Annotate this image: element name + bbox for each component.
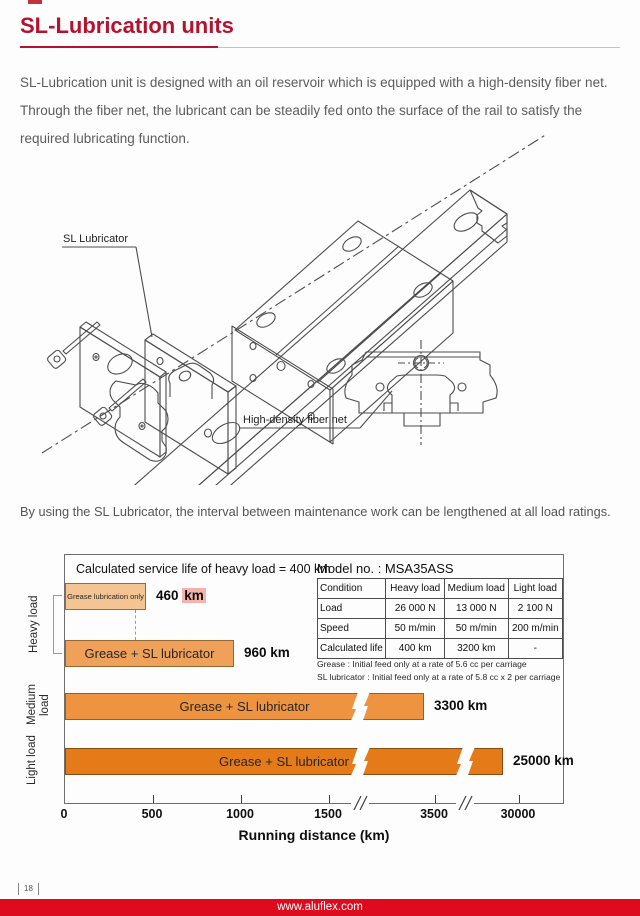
- bar-value-label: 460 km: [156, 588, 204, 603]
- table-cell: 26 000 N: [386, 599, 445, 619]
- bar-label: Grease + SL lubricator: [219, 754, 349, 769]
- bar-break: [348, 692, 374, 723]
- table-cell: Load: [318, 599, 386, 619]
- axis-tick: [153, 795, 154, 803]
- bar-label: Grease + SL lubricator: [84, 646, 215, 661]
- bar-value-label: 25000 km: [513, 753, 574, 768]
- bar-label: Grease + SL lubricator: [179, 699, 310, 714]
- table-row: [318, 639, 563, 659]
- chart-bar: [65, 640, 234, 667]
- title-underline-gray: [218, 47, 620, 48]
- table-row: [318, 619, 563, 639]
- footer-url: www.aluflex.com: [277, 901, 363, 913]
- x-axis-title: Running distance (km): [238, 827, 390, 843]
- table-cell: Calculated life: [318, 639, 386, 659]
- page-title: SL-Lubrication units: [20, 13, 234, 38]
- rail: [95, 190, 507, 485]
- axis-tick: [241, 795, 242, 803]
- page-edge-tab: [28, 0, 42, 4]
- table-cell: Speed: [318, 619, 386, 639]
- dome-cap: [254, 310, 277, 330]
- front-section-view: [345, 340, 497, 445]
- axis-tick: [435, 795, 436, 803]
- title-underline-red: [20, 46, 218, 48]
- bar-value-label: 960 km: [244, 645, 290, 660]
- axis-tick-label: 3500: [420, 807, 448, 821]
- bar-break: [348, 747, 374, 778]
- service-life-figure: [20, 548, 620, 850]
- group-label-light-load: Light load: [26, 735, 38, 785]
- table-cell: 50 m/min: [444, 619, 508, 639]
- bar-value-label: 3300 km: [434, 698, 488, 713]
- table-row: [318, 579, 563, 599]
- calculated-life-reference-line: [135, 610, 136, 640]
- table-cell: 2 100 N: [508, 599, 562, 619]
- bar-label: Grease lubrication only: [67, 592, 144, 601]
- table-cell: 3200 km: [444, 639, 508, 659]
- table-cell: 13 000 N: [444, 599, 508, 619]
- table-cell: 400 km: [386, 639, 445, 659]
- note-line: SL lubricator : Initial feed only at a rate of 5.8 cc x 2 per carriage: [317, 672, 561, 682]
- table-header-cell: Light load: [508, 579, 562, 599]
- table-header-cell: Medium load: [444, 579, 508, 599]
- dome-cap: [340, 234, 363, 254]
- fiber-net-label: High-density fiber net: [243, 414, 347, 426]
- chart-bar: [65, 693, 424, 720]
- page-number: 18: [18, 883, 39, 895]
- figure-title: Calculated service life of heavy load = 400 km: [76, 562, 331, 576]
- table-notes: [317, 658, 560, 684]
- axis-tick: [519, 795, 520, 803]
- group-label-medium-load: Medium load: [26, 684, 51, 726]
- rail-mount-hole: [209, 418, 243, 448]
- axis-tick-label: 1500: [314, 807, 342, 821]
- axis-tick-label: 0: [60, 807, 68, 821]
- table-header-cell: Heavy load: [386, 579, 445, 599]
- axis-tick-label: 1000: [226, 807, 254, 821]
- model-number: Model no. : MSA35ASS: [317, 561, 454, 576]
- fiber-net-gasket: [110, 381, 168, 461]
- table-header-cell: Condition: [318, 579, 386, 599]
- group-label-heavy-load: Heavy load: [28, 595, 40, 653]
- spec-table: [317, 578, 563, 659]
- table-row: [318, 599, 563, 619]
- highlighted-unit: km: [184, 588, 204, 603]
- axis-tick-label: 30000: [500, 807, 536, 821]
- rail-mount-hole: [451, 209, 481, 235]
- heavy-load-bracket: [53, 595, 62, 654]
- plot-area: [64, 554, 574, 804]
- axis-tick-label: 500: [141, 807, 163, 821]
- sl-lubricator-label: SL Lubricator: [63, 233, 129, 245]
- lubricator-cover-plate: [80, 322, 166, 457]
- carriage-block: [232, 221, 453, 444]
- exploded-view-drawing: [0, 135, 640, 485]
- note-line: Grease : Initial feed only at a rate of 5.6 cc per carriage: [317, 659, 527, 669]
- axis-tick: [329, 795, 330, 803]
- dome-cap: [411, 280, 434, 300]
- footer-bar: [0, 899, 640, 916]
- body-note: By using the SL Lubricator, the interval between maintenance work can be lengthened at all load ratings.: [20, 503, 611, 519]
- table-cell: -: [508, 639, 562, 659]
- chart-bar: [65, 583, 146, 610]
- intro-paragraph: SL-Lubrication unit is designed with an oil reservoir which is equipped with a high-density fiber net. Through the fiber net, the lubricant can be steadily fed onto the surface of the rail to satisfy the required lubricating function.: [20, 74, 608, 146]
- bar-break: [453, 747, 479, 778]
- table-cell: 50 m/min: [386, 619, 445, 639]
- table-cell: 200 m/min: [508, 619, 562, 639]
- chart-bar: [65, 748, 503, 775]
